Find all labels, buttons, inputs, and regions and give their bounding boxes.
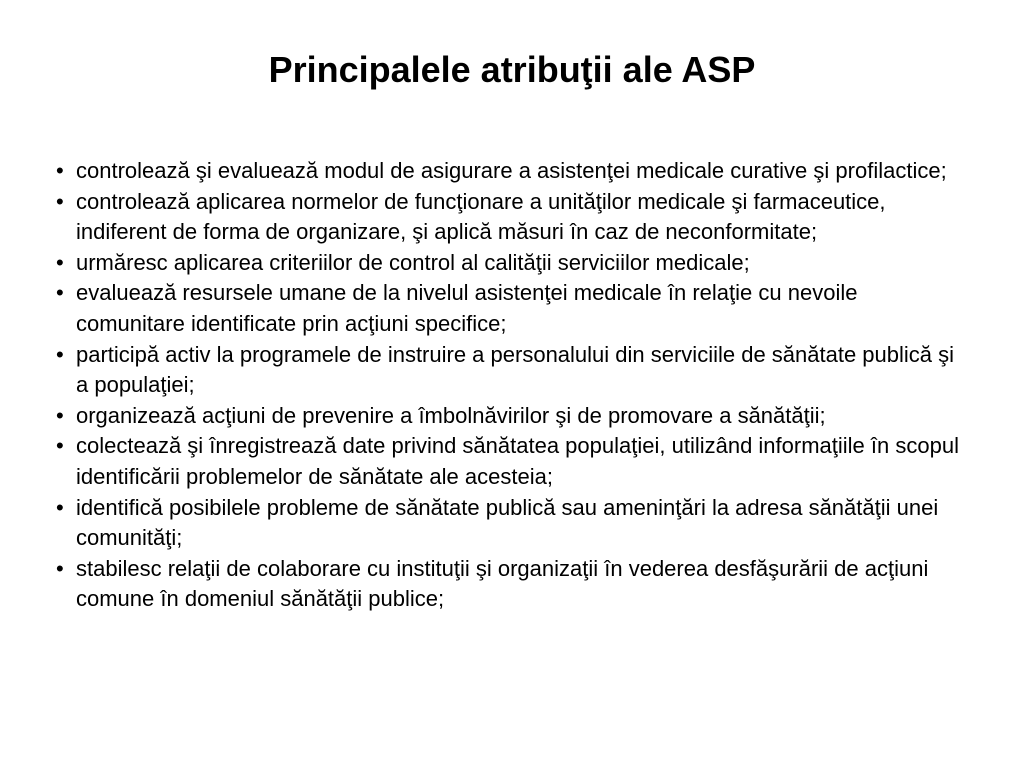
bullet-text: organizează acţiuni de prevenire a îmbolnăvirilor şi de promovare a sănătăţii; bbox=[76, 402, 826, 428]
bullet-text: evaluează resursele umane de la nivelul asistenţei medicale în relaţie cu nevoile comunitare identificate prin acţiuni specifice; bbox=[76, 280, 858, 336]
bullet-dot-icon: • bbox=[56, 158, 64, 183]
bullet-text: controlează aplicarea normelor de funcţionare a unităţilor medicale şi farmaceutice, indiferent de forma de organizare, şi aplică măsuri în caz de neconformitate; bbox=[76, 188, 886, 245]
bullet-list bbox=[56, 156, 968, 615]
bullet-dot-icon: • bbox=[56, 188, 64, 214]
bullet-dot-icon: • bbox=[56, 402, 64, 428]
bullet-dot-icon: • bbox=[56, 555, 64, 581]
bullet-item bbox=[56, 401, 968, 432]
bullet-item bbox=[56, 493, 968, 554]
bullet-item bbox=[56, 156, 968, 187]
bullet-text: stabilesc relaţii de colaborare cu instituţii şi organizaţii în vederea desfăşurării de acţiuni comune în domeniul sănătăţii publice; bbox=[76, 555, 929, 612]
bullet-item bbox=[56, 278, 968, 339]
bullet-dot-icon: • bbox=[56, 280, 64, 306]
bullet-item bbox=[56, 554, 968, 615]
bullet-item bbox=[56, 431, 968, 492]
bullet-dot-icon: • bbox=[56, 433, 64, 459]
bullet-text: identifică posibilele probleme de sănătate publică sau ameninţări la adresa sănătăţii unei comunităţi; bbox=[76, 494, 939, 551]
bullet-item bbox=[56, 248, 968, 279]
bullet-dot-icon: • bbox=[56, 494, 64, 520]
bullet-dot-icon: • bbox=[56, 249, 64, 275]
bullet-dot-icon: • bbox=[56, 341, 64, 367]
slide-title: Principalele atribuţii ale ASP bbox=[268, 49, 756, 90]
bullet-text: controlează şi evaluează modul de asigurare a asistenţei medicale curative şi profilactice; bbox=[76, 158, 947, 183]
bullet-item bbox=[56, 187, 968, 248]
bullet-text: urmăresc aplicarea criteriilor de control al calităţii serviciilor medicale; bbox=[76, 249, 750, 275]
bullet-item bbox=[56, 340, 968, 401]
bullet-text: colectează şi înregistrează date privind sănătatea populaţiei, utilizând informaţiile în scopul identificării problemelor de sănătate ale acesteia; bbox=[76, 433, 959, 489]
bullet-text: participă activ la programele de instruire a personalului din serviciile de sănătate publică şi a populaţiei; bbox=[76, 341, 955, 398]
